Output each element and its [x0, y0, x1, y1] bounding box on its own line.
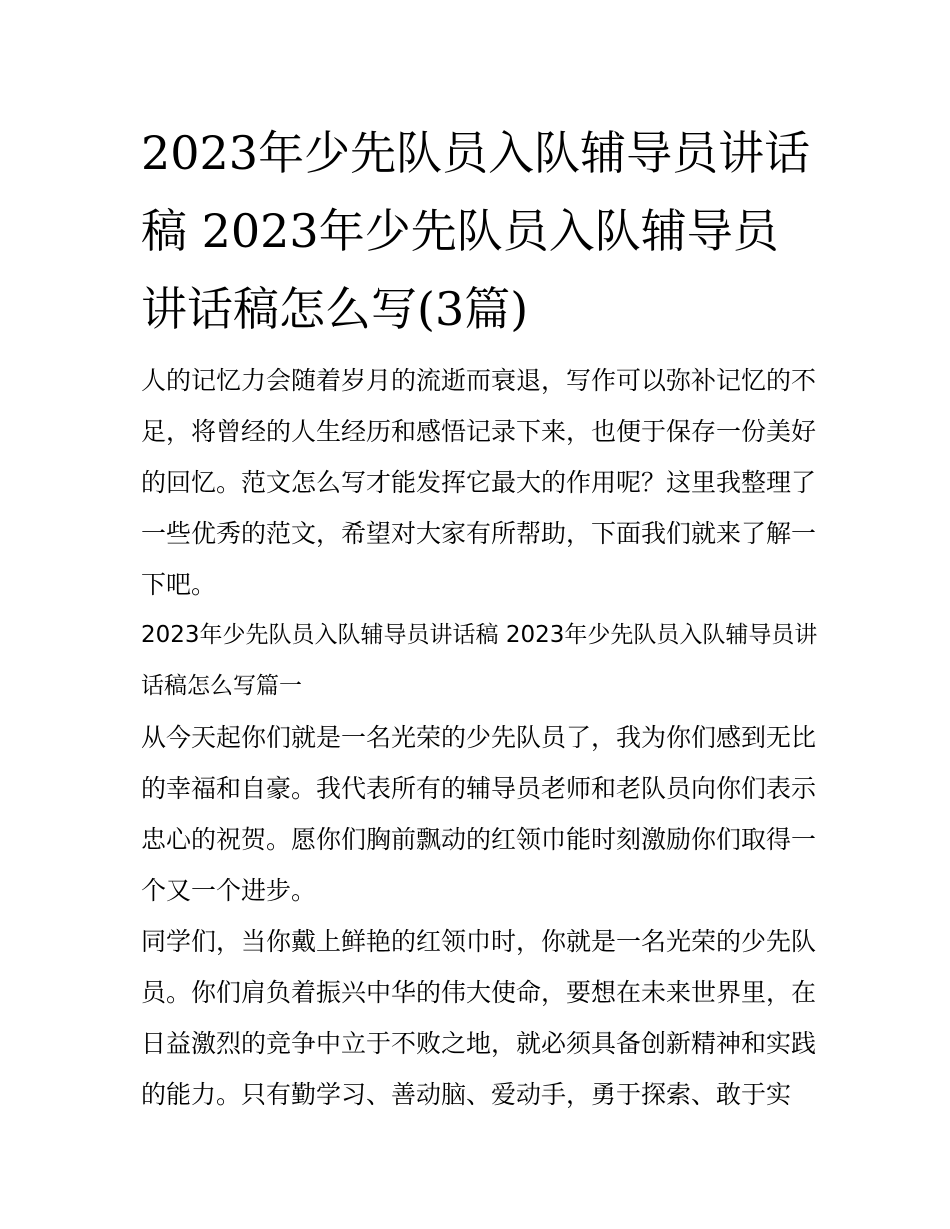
intro-paragraph: 人的记忆力会随着岁月的流逝而衰退，写作可以弥补记忆的不足，将曾经的人生经历和感悟记录下来，也便于保存一份美好的回忆。范文怎么写才能发挥它最大的作用呢？这里我整理了一些优秀的范文，希望对大家有所帮助，下面我们就来了解一下吧。: [141, 366, 817, 599]
body-paragraph-2: 同学们，当你戴上鲜艳的红领巾时，你就是一名光荣的少先队员。你们肩负着振兴中华的伟大使命，要想在未来世界里，在日益激烈的竞争中立于不败之地，就必须具备创新精神和实践的能力。只有勤学习、善动脑、爱动手，勇于探索、敢于实: [141, 927, 817, 1109]
section-heading: 2023年少先队员入队辅导员讲话稿 2023年少先队员入队辅导员讲话稿怎么写篇一: [141, 622, 818, 699]
body-paragraph-1: 从今天起你们就是一名光荣的少先队员了，我为你们感到无比的幸福和自豪。我代表所有的辅导员老师和老队员向你们表示忠心的祝贺。愿你们胸前飘动的红领巾能时刻激励你们取得一个又一个进步。: [141, 723, 817, 905]
document-title: 2023年少先队员入队辅导员讲话稿 2023年少先队员入队辅导员讲话稿怎么写(3篇): [141, 126, 811, 336]
